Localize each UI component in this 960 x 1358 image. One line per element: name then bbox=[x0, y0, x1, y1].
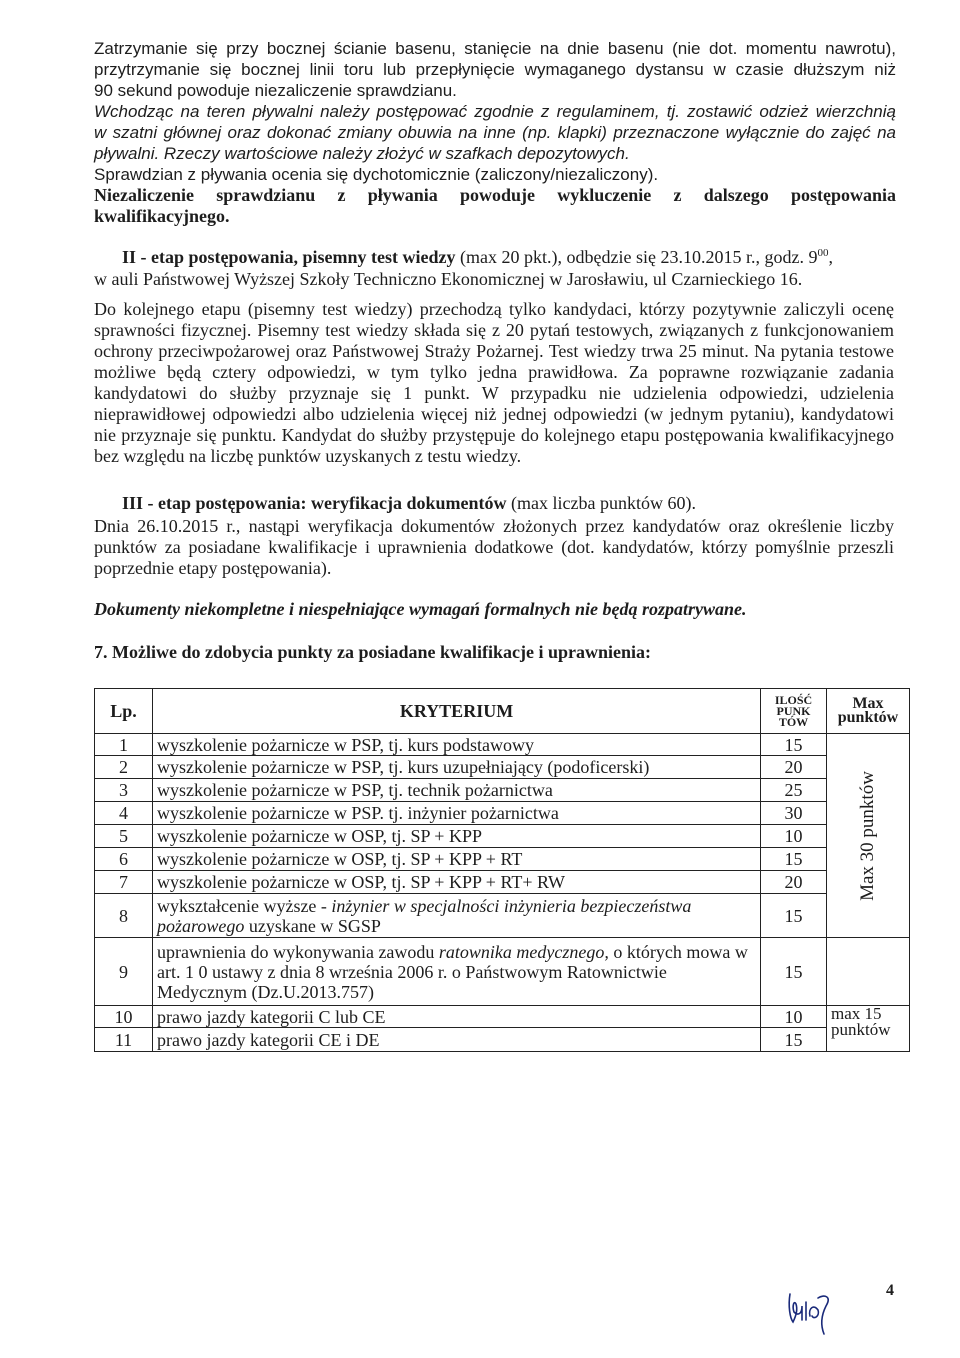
incomplete-docs-warning bbox=[94, 599, 896, 620]
stage-3-heading bbox=[122, 493, 907, 514]
row-points: 30 bbox=[761, 802, 827, 825]
row-points: 10 bbox=[761, 1006, 827, 1028]
row-criterion: wyszkolenie pożarnicze w OSP, tj. SP + KPP bbox=[153, 825, 761, 848]
row-lp: 10 bbox=[95, 1006, 153, 1028]
section-7-heading bbox=[94, 642, 896, 663]
swim-failure-line-1: Niezaliczenie sprawdzianu z pływania powoduje wykluczenie z dalszego postępowania bbox=[94, 185, 896, 205]
table-row bbox=[95, 825, 910, 848]
row-criterion-part-a: wykształcenie wyższe - bbox=[157, 895, 332, 916]
row-criterion-part-a: uprawnienia do wykonywania zawodu bbox=[157, 941, 439, 962]
stage-2-time-minutes: 00 bbox=[817, 247, 829, 259]
stage-2-title: II - etap postępowania, pisemny test wiedzy bbox=[122, 247, 456, 267]
row-lp: 4 bbox=[95, 802, 153, 825]
swim-assessment-text: Sprawdzian z pływania ocenia się dychotomicznie (zaliczony/niezaliczony). bbox=[94, 165, 659, 184]
row-lp: 6 bbox=[95, 848, 153, 871]
table-row bbox=[95, 1028, 910, 1052]
pool-rules-line-1: Wchodząc na teren pływalni należy postępować zgodnie z regulaminem, tj. zostawić odzież wierzchnią bbox=[94, 102, 896, 121]
row-points: 10 bbox=[761, 825, 827, 848]
row-lp: 5 bbox=[95, 825, 153, 848]
document-verification-text: Dnia 26.10.2015 r., nastąpi weryfikacja dokumentów złożonych przez kandydatów oraz określenie liczby punktów za posiadane kwalifikacje i uprawnienia dodatkowe (dot. kandydatów, którzy pomyślnie przeszli poprzednie etapy postępowania). bbox=[94, 516, 894, 578]
swim-rules-line-1: Zatrzymanie się przy bocznej ścianie basenu, stanięcie na dnie basenu (nie dot. momentu nawrotu), bbox=[94, 39, 896, 58]
qualification-points-table bbox=[94, 688, 910, 1052]
row-points: 15 bbox=[761, 1028, 827, 1052]
row-points: 25 bbox=[761, 779, 827, 802]
pool-rules-line-2: w szatni głównej oraz dokonać zmiany obuwia na inne (np. klapki) przeznaczone wyłącznie do zajęć na bbox=[94, 123, 896, 142]
row-criterion: wyszkolenie pożarnicze w PSP, tj. kurs podstawowy bbox=[153, 734, 761, 756]
pool-entry-rules bbox=[94, 101, 896, 164]
row-lp: 3 bbox=[95, 779, 153, 802]
row-criterion-part-c: o których mowa w art. 1 0 ustawy z dnia 8 września 2006 r. o Państwowym Ratownictwie Medycznym (Dz.U.2013.757) bbox=[157, 941, 748, 1002]
row-criterion bbox=[153, 894, 761, 938]
header-lp: Lp. bbox=[95, 689, 153, 734]
table-row bbox=[95, 734, 910, 756]
stage-2-location-text: w auli Państwowej Wyższej Szkoły Techniczno Ekonomicznej w Jarosławiu, ul Czarnieckiego 16. bbox=[94, 269, 803, 289]
table-row bbox=[95, 802, 910, 825]
row-criterion: wyszkolenie pożarnicze w PSP, tj. technik pożarnictwa bbox=[153, 779, 761, 802]
page-number: 4 bbox=[886, 1282, 894, 1299]
row-criterion: wyszkolenie pożarnicze w PSP. tj. inżynier pożarnictwa bbox=[153, 802, 761, 825]
table-row bbox=[95, 871, 910, 894]
row-criterion: wyszkolenie pożarnicze w OSP, tj. SP + KPP + RT+ RW bbox=[153, 871, 761, 894]
header-max bbox=[827, 689, 910, 734]
row-points: 15 bbox=[761, 894, 827, 938]
max-group-driving bbox=[827, 1006, 910, 1052]
row-criterion: prawo jazdy kategorii C lub CE bbox=[153, 1006, 761, 1028]
table-row bbox=[95, 779, 910, 802]
row-lp: 11 bbox=[95, 1028, 153, 1052]
max-group-psp-osp bbox=[827, 734, 910, 938]
max-group-psp-osp-label: Max 30 punktów bbox=[857, 770, 878, 901]
header-points-line-2: PUNK bbox=[776, 703, 811, 718]
row-lp: 9 bbox=[95, 938, 153, 1006]
swim-failure-line-2: kwalifikacyjnego. bbox=[94, 206, 230, 226]
table-row bbox=[95, 848, 910, 871]
row-points: 15 bbox=[761, 848, 827, 871]
header-max-line-2: punktów bbox=[837, 709, 899, 726]
written-test-description bbox=[94, 299, 894, 467]
header-points bbox=[761, 689, 827, 734]
stage-2-heading bbox=[122, 247, 907, 268]
swim-rules-line-2: przytrzymanie się bocznej linii toru lub przepłynięcie wymaganego dystansu w czasie dłuższym niż bbox=[94, 60, 896, 79]
row-lp: 7 bbox=[95, 871, 153, 894]
header-points-line-3: TÓW bbox=[778, 714, 809, 729]
row-criterion-part-b: inżynier w specjalności inżynieria bezpieczeństwa pożarowego bbox=[157, 895, 692, 936]
table-row bbox=[95, 756, 910, 779]
stage-3-title: III - etap postępowania: weryfikacja dokumentów bbox=[122, 493, 507, 513]
header-max-line-1: Max bbox=[852, 695, 884, 712]
stage-3-details: (max liczba punktów 60). bbox=[506, 493, 696, 513]
row-lp: 1 bbox=[95, 734, 153, 756]
row-criterion-part-c: uzyskane w SGSP bbox=[244, 915, 381, 936]
row-points: 20 bbox=[761, 871, 827, 894]
stage-2-comma: , bbox=[828, 247, 833, 267]
row-points: 15 bbox=[761, 938, 827, 1006]
table-row bbox=[95, 894, 910, 938]
row-criterion-part-b: ratownika medycznego, bbox=[438, 941, 609, 962]
header-kryterium: KRYTERIUM bbox=[153, 689, 761, 734]
section-7-title: 7. Możliwe do zdobycia punkty za posiadane kwalifikacje i uprawnienia: bbox=[94, 642, 652, 662]
row-criterion: prawo jazdy kategorii CE i DE bbox=[153, 1028, 761, 1052]
handwritten-signature bbox=[784, 1276, 844, 1336]
stage-2-details: (max 20 pkt.), odbędzie się 23.10.2015 r., godz. 9 bbox=[455, 247, 818, 267]
swim-rules-line-3: 90 sekund powoduje niezaliczenie sprawdzianu. bbox=[94, 81, 457, 100]
max-group-empty bbox=[827, 938, 910, 1006]
row-criterion: wyszkolenie pożarnicze w OSP, tj. SP + KPP + RT bbox=[153, 848, 761, 871]
row-points: 15 bbox=[761, 734, 827, 756]
document-verification bbox=[94, 516, 894, 579]
header-points-line-1: ILOŚĆ bbox=[774, 692, 813, 707]
row-lp: 2 bbox=[95, 756, 153, 779]
table-row bbox=[95, 938, 910, 1006]
swim-failure-warning bbox=[94, 185, 896, 227]
written-test-text: Do kolejnego etapu (pisemny test wiedzy) przechodzą tylko kandydaci, którzy pozytywnie zaliczyli ocenę sprawności fizycznej. Pisemny test wiedzy składa się z 20 pytań testowych, związanych z funkcjonowaniem ochrony przeciwpożarowej oraz Państwowej Straży Pożarnej. Test wiedzy trwa 25 minut. Na pytania testowe możliwe będą cztery odpowiedzi, w tym tylko jedna prawidłowa. Za poprawne rozwiązanie zadania kandydatowi do służby przyznaje się 1 punkt. W przypadku nie udzielenia odpowiedzi, udzielenia nieprawidłowej odpowiedzi albo udzielenia więcej niż jednej odpowiedzi (w jednym pytaniu), kandydatowi nie przyznaje się punktu. Kandydat do służby przystępuje do kolejnego etapu postępowania kwalifikacyjnego bez względu na liczbę punktów uzyskanych z testu wiedzy. bbox=[94, 299, 894, 466]
table-row bbox=[95, 1006, 910, 1028]
row-criterion bbox=[153, 938, 761, 1006]
incomplete-docs-text: Dokumenty niekompletne i niespełniające wymagań formalnych nie będą rozpatrywane. bbox=[94, 599, 747, 619]
row-points: 20 bbox=[761, 756, 827, 779]
row-lp: 8 bbox=[95, 894, 153, 938]
swim-test-rules bbox=[94, 38, 896, 101]
stage-2-location bbox=[94, 269, 896, 290]
table-header-row bbox=[95, 689, 910, 734]
max-group-driving-line-2: punktów bbox=[831, 1020, 891, 1039]
row-criterion: wyszkolenie pożarnicze w PSP, tj. kurs uzupełniający (podoficerski) bbox=[153, 756, 761, 779]
swim-assessment-note bbox=[94, 164, 896, 185]
max-group-driving-line-1: max 15 bbox=[831, 1004, 882, 1023]
pool-rules-line-3: pływalni. Rzeczy wartościowe należy złożyć w szafkach depozytowych. bbox=[94, 144, 630, 163]
